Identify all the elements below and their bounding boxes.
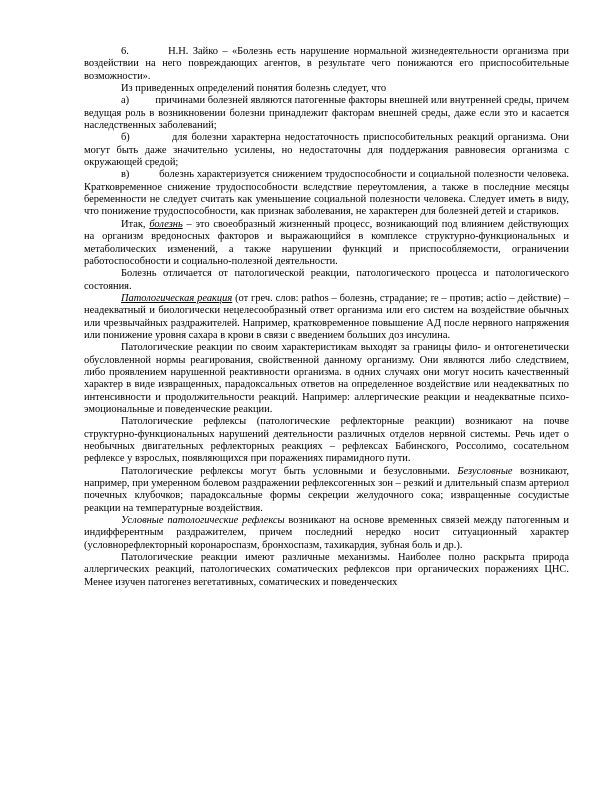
paragraph-p2 (84, 83, 569, 95)
document-page (84, 46, 569, 589)
paragraph-p8 (84, 293, 569, 342)
text-run: – это своеобразный жизненный процесс, возникающий под влиянием действующих на организм вредоносных факторов и выражающийся в комплексе структурно-функциональных и метаболических изменений, а также нарушении функций и приспособляемости, ограничении работоспособности и социально-полезной деятельности. (84, 218, 570, 267)
paragraph-p10 (84, 416, 569, 465)
paragraph-p11 (84, 466, 569, 515)
paragraph-p9 (84, 342, 569, 416)
paragraph-p5 (84, 169, 569, 218)
text-run: возникают на основе временных связей между патогенным и индифферентным раздражителем, причем последний нередко носит ситуационный характер (условнорефлекторный коронароспазм, бронхоспазм, тахикардия, зубная боль и др.). (84, 515, 570, 551)
text-run: Итак, (121, 218, 150, 230)
text-run: б) для болезни характерна недостаточность приспособительных реакций организма. Они могут быть даже значительно усилены, но недостаточны для поддержания равновесия организма с окружающей средой; (84, 132, 569, 169)
text-run: возникают, например, при умеренном болевом раздражении рефлексогенных зон – резкий и длительный спазм артериол почечных клубочков; парадоксальные формы секреции желудочного сока; извращенные сосудистые реакции на температурные воздействия. (84, 465, 569, 514)
text-run: Патологические рефлексы могут быть условными и безусловными. (121, 465, 458, 477)
paragraph-p6 (84, 219, 569, 268)
text-run: Болезнь отличается от патологической реакции, патологического процесса и патологического состояния. (84, 268, 569, 292)
text-run: Из приведенных определений понятия болезнь следует, что (121, 83, 387, 95)
text-run: Безусловные (457, 465, 513, 477)
text-run: Патологическая реакция (121, 292, 233, 304)
text-run: 6. Н.Н. Зайко – «Болезнь есть нарушение нормальной жизнедеятельности организма при воздействии на него повреждающих агентов, в результате чего понижаются его приспособительные возможности». (84, 46, 569, 82)
text-run: Патологические реакции по своим характеристикам выходят за границы фило- и онтогенетически обусловленной нормы реагирования, свойственной данному организму. Они являются либо следствием, либо проявлением нарушенной реактивности организма. в одних случаях они могут носить качественный характер в виде извращенных, парадоксальных ответов на определенное воздействие или неадекватных по интенсивности и продолжительности реакций. Например: аллергические реакции и неадекватные психо-эмоциональные и поведенческие реакции. (84, 342, 569, 415)
text-run: Патологические рефлексы (патологические рефлекторные реакции) возникают на почве структурно-функциональных нарушений деятельности различных отделов нервной системы. Речь идет о необычных двигательных рефлекторных реакциях – рефлексах Бабинского, Россолимо, сосательном рефлексе у взрослых, появляющихся при поражениях пирамидного пути. (84, 416, 569, 465)
text-run: а) причинами болезней являются патогенные факторы внешней или внутренней среды, причем ведущая роль в возникновении болезни принадлежит факторам внешней среды, даже если это и касается наследственных заболеваний; (84, 95, 569, 132)
text-run: (от греч. слов: pathos – болезнь, страдание; re – против; actio – действие) – неадекватный и биологически нецелесообразный ответ организма или его систем на воздействие обычных или чрезвычайных раздражителей. Например, кратковременное повышение АД после нервного напряжения или понижение уровня сахара в крови в связи с введением больших доз инсулина. (84, 292, 569, 341)
paragraph-p1 (84, 46, 569, 83)
paragraph-p3 (84, 95, 569, 132)
text-run: болезнь (149, 218, 183, 230)
paragraph-p12 (84, 515, 569, 552)
text-run: в) болезнь характеризуется снижением трудоспособности и социальной полезности человека. Кратковременное снижение трудоспособности вследствие переутомления, а также в последние месяцы беременности не следует считать как уменьшение социальной полезности человека. Следует иметь в виду, что понижение трудоспособности, как признак заболевания, не характерен для болезней детей и стариков. (84, 169, 569, 218)
text-run: Условные патологические рефлексы (121, 515, 285, 527)
text-run: Патологические реакции имеют различные механизмы. Наиболее полно раскрыта природа аллергических реакций, патологических соматических рефлексов при органических поражениях ЦНС. Менее изучен патогенез вегетативных, соматических и поведенческих (84, 552, 569, 588)
paragraph-p13 (84, 552, 569, 589)
paragraph-p4 (84, 132, 569, 169)
paragraph-p7 (84, 268, 569, 293)
